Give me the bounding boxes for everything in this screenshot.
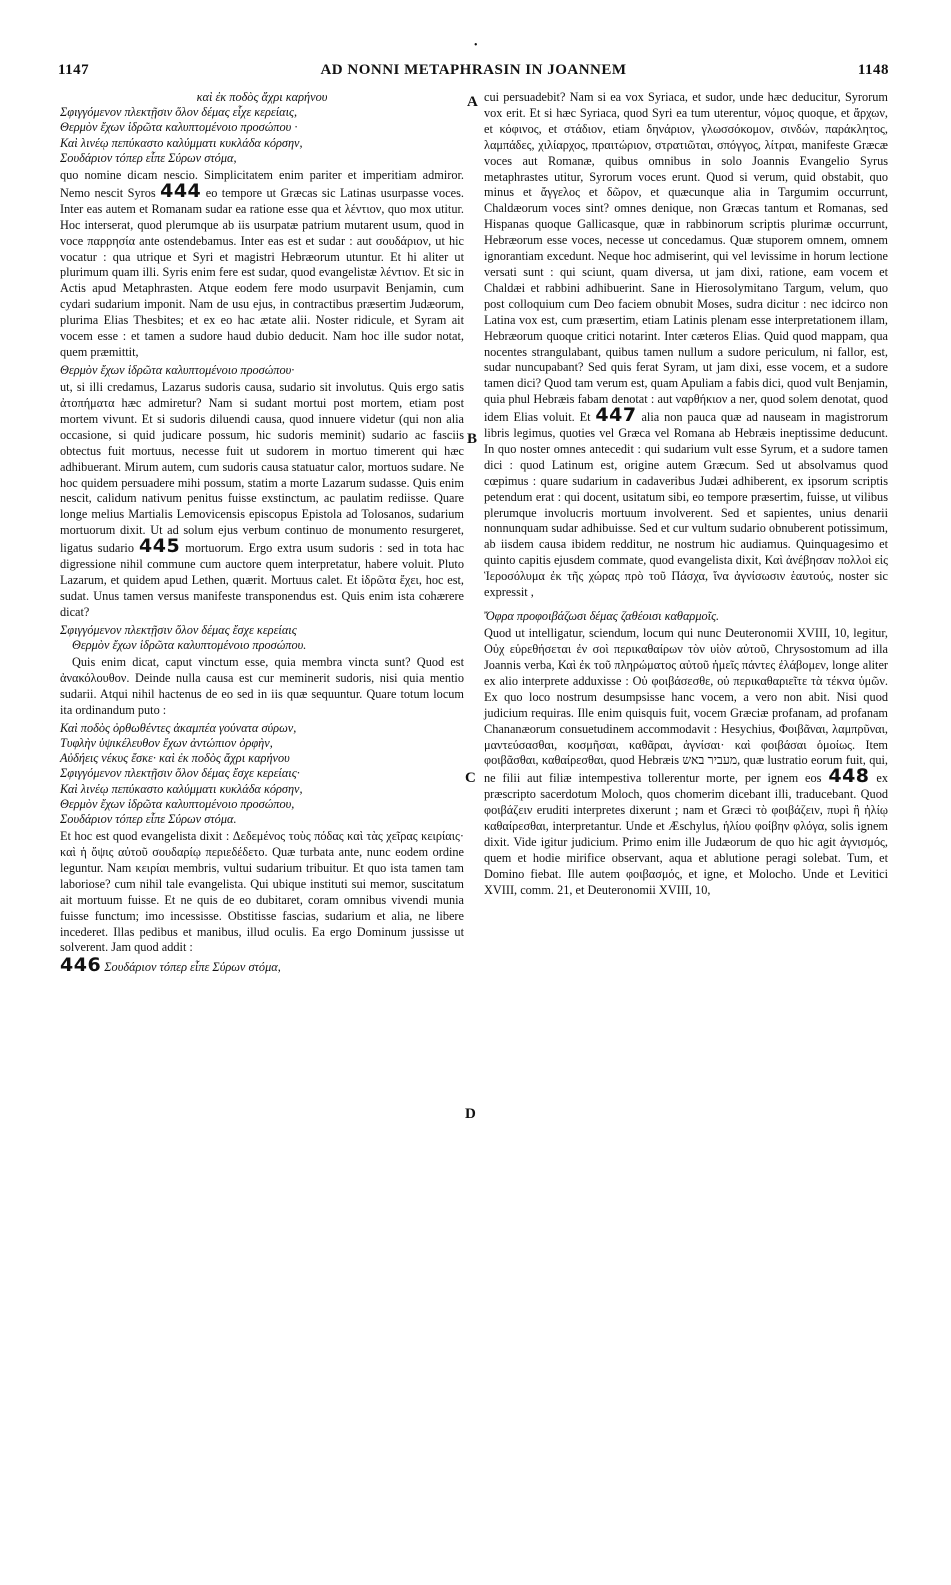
verse-line: Καὶ ποδὸς ὀρθωθέντες ἀκαμπέα γούνατα σύρων, <box>60 720 297 735</box>
top-mark: • <box>474 40 478 51</box>
paragraph-text: eo tempore ut Græcas sic Latinas usurpasse voces. Inter eas autem et Romanam sudar ea ratione esse qua et λέντιον, quo mox utitur. Hoc interserat, quod plerumque ab iis usurpatæ patrium mutarent usum, quod in voce παρρησία ante ostendebamus. Inter eas est et sudar : aut σουδάριον, ut hic vocatur : qua utrique et Syri et magistri Hebræorum utuntur. Et hi aliter ut plurimum quam illi. Syris enim fere est sudar, quod evangelistæ λέντιον. Et sic in Actis apud Metaphrasten. Atque eodem fere modo usurpavit Benjamin, cum cydari sudarium imponit. Nam de usu ejus, in contractibus præsertim Judæorum, plurima Elias Thesbites; et ex eo hac ætate alii. Noster ridicule, et Syram ait vocem esse : et tamen a sudore haud dubio deducit. Nam hoc ille sudor notat, quem præmittit, <box>60 185 464 359</box>
column-number: 448 <box>828 765 870 788</box>
paragraph <box>60 168 464 361</box>
verse-line: Καὶ λινέῳ πεπύκαστο καλύμματι κυκλάδα κόρσην, <box>60 135 303 150</box>
paragraph <box>484 626 888 898</box>
verse-line: Σφιγγόμενον πλεκτῇσιν ὅλον δέμας εἶχε κερείαις, <box>60 105 298 120</box>
verse-line: Σουδάριον τόπερ εἶπε Σύρων στόμα, <box>104 960 281 975</box>
verse-line: Καὶ λινέῳ πεπύκαστο καλύμματι κυκλάδα κόρσην, <box>60 781 303 796</box>
verse-line: Σφιγγόμενον πλεκτῇσιν ὅλον δέμας ἔσχε κερείαις· <box>60 766 300 781</box>
paragraph-text: cui persuadebit? Nam si ea vox Syriaca, et sudor, unde hæc deducitur, Syrorum vox erit. Et si hæc Syriaca, quod Syri ea tum uterentur, νόμος quoque, et ἄρχων, et κόφινος, et στάδιον, etiam δηνάριον, γλωσσόκομον, σινδών, παράκλητος, λαμπάδες, χιλίαρχος, πραιτώριον, στρατιῶται, σπόγγος, λίτραι, manifeste Græcæ voces aut Romanæ, quibus omnibus in solo Joannis Evangelio Syrus metaphrastes utitur, Syrorum voces erunt. Quod si verum, quid obstabit, quo minus et ἄγγελος et δῶρον, et quæcunque alia in Targumim occurrunt, Chaldæorum voces sint? omnes denique, non Græcas tantum et Romanas, sed Hispanas quoque Gallicasque, quæ in rabbinorum scriptis plurimæ occurrunt, Hebræorum esse voces, necesse ut concedamus. Quæ stuporem omnem, omnem ignorantiam excedunt. Neque hoc admiserint, qui vel levissime in horum lectione versati sunt : qui sciunt, quam diversa, ut jam dixi, ratione, eam vocem et Chaldæi et rabbini adhibuerint. Sane in Hierosolymitano Targum, velum, quo post colloquium cum Deo faciem obnubit Moses, sudra dicitur : nec idcirco non Latina vox est, cum præsertim, etiam Latinis plenam esse interpretationem illam, Hebræorum quoque critici notarint. Inter cæteros Elias. Quid quod mappam, qua nocentes strangulabant, quibus tamen nullum a sudore periculum, ni fallor, est, sudar nuncupabant? Sed quis ferat Syram, ut jam dixi, esse vocem, et a sudore tamen dici? Quod tam verum est, quam Apuliam a fabis dici, quod vult Benjamin, quia phul Hebræis fabam denotat : aut ναρθήκιον a ner, quod solem denotat, quod idem Elias voluit. Et <box>484 90 888 425</box>
right-column <box>484 90 888 901</box>
column-marker-a: A <box>467 94 478 110</box>
paragraph <box>60 380 464 621</box>
column-marker-d: D <box>465 1106 476 1122</box>
running-title: AD NONNI METAPHRASIN IN JOANNEM <box>320 62 627 78</box>
left-page-number: 1147 <box>58 62 90 78</box>
paragraph-text: alia non pauca quæ ad nauseam in magistrorum libris legimus, quoties vel Græca vel Romana ab Hebræis ineptissime deducunt. In quo noster omnes antecedit : qui sudarium vult esse Syrum, et a sudore tamen dici : quod Latinum est, origine autem Græcum. Sed ut absolvamus quod cœpimus : quare sudarium in cadaveribus Judæi adhiberent, ex ipsorum scriptis petendum erat : qui docent, usitatum sibi, eo tempore præsertim, fuisse, ut vilibus plerumque involucris mortuum involverent. Sed et sapientes, unius denarii nonnunquam sudar adhibuisse. Sed et cur vultum sudario obnuberent potissimum, ab iisdem causa ibidem redditur, ne nostrum hic audiamus. Quinquagesimo et quinto capitis ejusdem commate, quod evangelista dixit, Καὶ ἀνέβησαν πολλοὶ εἰς Ἱεροσόλυμα ἐκ τῆς χώρας πρὸ τοῦ Πάσχα, ἵνα ἁγνίσωσιν ἑαυτούς, noster sic expressit , <box>484 410 889 600</box>
right-page-number: 1148 <box>857 62 889 78</box>
verse-line: Θερμὸν ἔχων ἱδρῶτα καλυπτομένοιο προσώπου · <box>60 120 298 135</box>
verse-line: Αὐδήεις νέκυς ἔσκε· καὶ ἐκ ποδὸς ἄχρι καρήνου <box>60 751 290 766</box>
verse-line: καὶ ἐκ ποδὸς ἄχρι καρήνου <box>196 90 328 104</box>
verse-block-3 <box>60 721 464 827</box>
column-number: 446 <box>60 954 102 977</box>
paragraph <box>484 90 888 601</box>
paragraph: Quis enim dicat, caput vinctum esse, quia membra vincta sunt? Quod est ἀνακόλουθον. Deinde nulla causa est cur meminerit sudoris, nisi quia mentio sudarii. Atqui nihil hactenus de eo sed in iis quæ sequuntur. Quare totum locum ita ordinandum puto : <box>60 655 464 717</box>
paragraph-text: ex præscripto sacerdotum Moloch, quos chomerim dicebant illi, traducebant. Quod φοιβάζειν eruditi interpretes dixerunt ; nam et Græci τὸ φοιβάζειν, πυρὶ ἢ ἡλίῳ καθαίρεσθαι, interpretantur. Unde et Æschylus, ἡλίου φοίβην φλόγα, solis ignem dixit. Vide igitur judicium. Primo enim ille Judæorum de quo hic agit ἁγνισμός, quem et hodie mirifice observant, aqua et ablutione peragi solebat. Tum, et Domino fiebat. Ille autem φοιβασμός, et igne, et Molocho. Unde et Levitici XVIII, comm. 21, et Deuteronomii XVIII, 10, <box>484 771 889 897</box>
verse-line: Θερμὸν ἔχων ἱδρῶτα καλυπτομένοιο προσώπου. <box>72 637 307 652</box>
greek-quote: Θερμὸν ἔχων ἱδρῶτα καλυπτομένοιο προσώπου· <box>60 362 295 377</box>
left-column <box>60 90 464 978</box>
column-number: 444 <box>160 179 202 202</box>
verse-line: Σουδάριον τόπερ εἶπε Σύρων στόμα, <box>60 150 237 165</box>
paragraph-text: quo nomine dicam nescio. Simplicitatem enim pariter et imperitiam admiror. Nemo nescit Syros <box>60 168 464 200</box>
column-number: 447 <box>595 404 637 427</box>
closing-line <box>60 954 464 977</box>
verse-line: Σφιγγόμενον πλεκτῇσιν ὅλον δέμας ἔσχε κερείαις <box>60 622 297 637</box>
paragraph-text: mortuorum. Ergo extra usum sudoris : sed in tota hac digressione nihil commune cum auctore quem interpretatur, habere voluit. Pluto Lazarum, et quidem apud Lethen, quærit. Mortuus calet. Et ἱδρῶτα ἔχει, hoc est, sudat. Unus tamen versus manifeste transponendus est. Quis enim ista cohærere dicat? <box>60 541 464 619</box>
column-number: 445 <box>139 535 181 558</box>
paragraph: Et hoc est quod evangelista dixit : Δεδεμένος τοὺς πόδας καὶ τὰς χεῖρας κειρίαις· καὶ ἡ ὄψις αὐτοῦ σουδαρίῳ περιεδέδετο. Quæ turbata ante, nunc eodem ordine leguntur. Nam κειρίαι membris, vultui sudarium tribuitur. Et quo ista tamen tam laboriose? cum nihil tale evangelista. Qui ubique instituti sui memor, suscitatum ait mortuum fuisse. Et ne quis de eo dubitaret, coram omnibus vivendi munia fuisse functum; imo incessisse. Obstitisse fascias, sudarium et alia, ne libere incederet. Illas pedibus et manibus, illud oculis. Ea ergo Dominum jussisse ut solverent. Jam quod addit : <box>60 829 464 955</box>
paragraph-text: ut, si illi credamus, Lazarus sudoris causa, sudario sit involutus. Quis ergo satis ἀτοπήματα hæc admiretur? Nam si sudant mortui post mortem, etiam post mortem vivunt. Et si sudoris diluendi causa, quod innuere videtur (qui non alia occasione, si quid judicare possum, hic sudoris meminit) sudario ac fasciis obtectus fuit mortuus, necesse fuit ut sudorem in mortuo timerent qui hæc adhibuerant. Mirum autem, cum sudoris causa statuatur calor, mortuos sudare. Ne hoc quidem persuadere mihi possum, statim a morte Lazarum sudasse. Quis enim nescit, calidum nativum penitus fuisse exstinctum, ac paulatim rediisse. Quare longe melius Martialis Lemovicensis episcopus Epistola ad Tolosanos, sudarium mortuorum dixit. Ut ad solum ejus verbum continuo de monumento resurgeret, ligatus sudario <box>60 380 464 556</box>
paragraph-text: Quod ut intelligatur, sciendum, locum qui nunc Deuteronomii XVIII, 10, legitur, Οὐχ εὑρεθήσεται ἐν σοὶ περικαθαίρων τὸν υἱὸν αὐτοῦ, Chrysostomum ad illa Joannis verba, Καὶ ἐκ τοῦ πληρώματος αὐτοῦ ἡμεῖς πάντες ἐλάβομεν, longe aliter ex alio interprete adduxisse : Οὐ φοιβάσεσθε, οὐ περικαθαριεῖτε τὰ τέκνα ὑμῶν. Ex quo loco nostrum desumpsisse hanc vocem, a vero non abit. Nisi quod judicium requiras. Ille enim quisquis fuit, vocem Græciæ profanam, ad profanam Chananæorum consuetudinem accommodavit : Hesychius, Φοιβᾶναι, λαμπρῦναι, μαντεύσασθαι, κοσμῆσαι, καθᾶραι, ἁγνίσαι· καὶ φοιβάσαι ὁμοίως. Item φοιβᾶσθαι, καθαίρεσθαι, quod Hebræis מעביר באש, quæ lustratio eorum fuit, qui, ne filii aut filiæ intempestiva tollerentur morte, per ignem eos <box>484 626 889 786</box>
greek-quote: Ὄφρα προφοιβάζωσι δέμας ζαθέοισι καθαρμοῖς. <box>484 609 720 623</box>
verse-block-2 <box>60 623 464 653</box>
running-header <box>58 62 889 82</box>
verse-line: Θερμὸν ἔχων ἱδρῶτα καλυπτομένοιο προσώπου, <box>60 796 295 811</box>
verse-line: Σουδάριον τόπερ εἶπε Σύρων στόμα. <box>60 811 237 826</box>
column-marker-c: C <box>465 770 476 786</box>
verse-line: Τυφλὴν ὑψικέλευθον ἔχων ἀντώπιον ὀρφὴν, <box>60 735 273 750</box>
verse-block-1 <box>60 90 464 166</box>
column-marker-b: B <box>467 431 478 447</box>
